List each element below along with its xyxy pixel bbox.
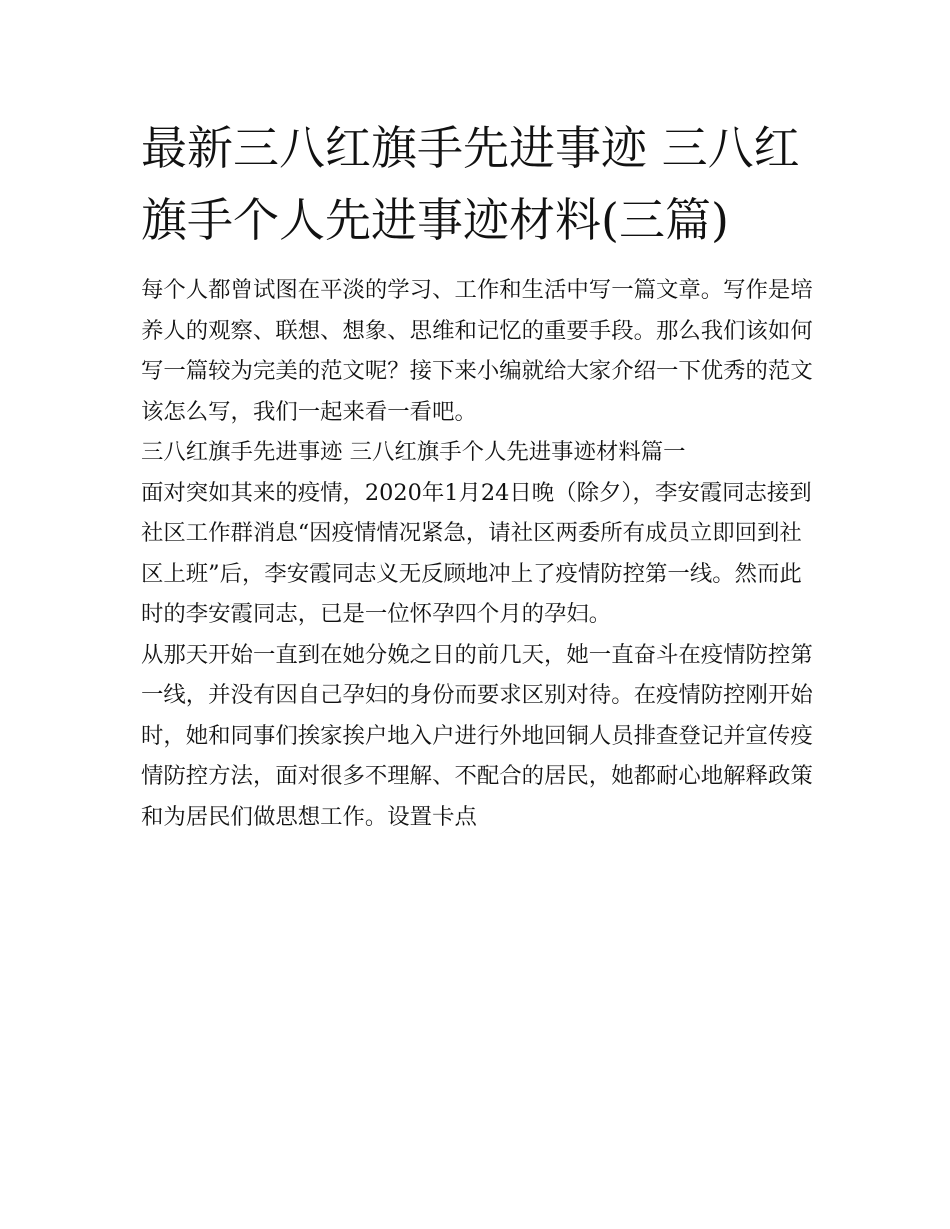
document-page [141,112,813,837]
paragraph-intro: 每个人都曾试图在平淡的学习、工作和生活中写一篇文章。写作是培养人的观察、联想、想象、思维和记忆的重要手段。那么我们该如何写一篇较为完美的范文呢？接下来小编就给大家介绍一下优秀的范文该怎么写，我们一起来看一看吧。 [141,277,813,425]
paragraph-story-1: 面对突如其来的疫情，2020年1月24日晚（除夕），李安霞同志接到社区工作群消息“因疫情情况紧急，请社区两委所有成员立即回到社区上班”后，李安霞同志义无反顾地冲上了疫情防控第一线。然而此时的李安霞同志，已是一位怀孕四个月的孕妇。 [141,479,812,627]
document-title: 最新三八红旗手先进事迹 三八红旗手个人先进事迹材料(三篇) [141,121,800,247]
document-body [141,270,813,837]
paragraph-section-heading: 三八红旗手先进事迹 三八红旗手个人先进事迹材料篇一 [141,439,686,465]
paragraph-story-2: 从那天开始一直到在她分娩之日的前几天，她一直奋斗在疫情防控第一线，并没有因自己孕妇的身份而要求区别对待。在疫情防控刚开始时，她和同事们挨家挨户地入户进行外地回铜人员排查登记并宣传疫情防控方法，面对很多不理解、不配合的居民，她都耐心地解释政策和为居民们做思想工作。设置卡点 [141,641,813,830]
